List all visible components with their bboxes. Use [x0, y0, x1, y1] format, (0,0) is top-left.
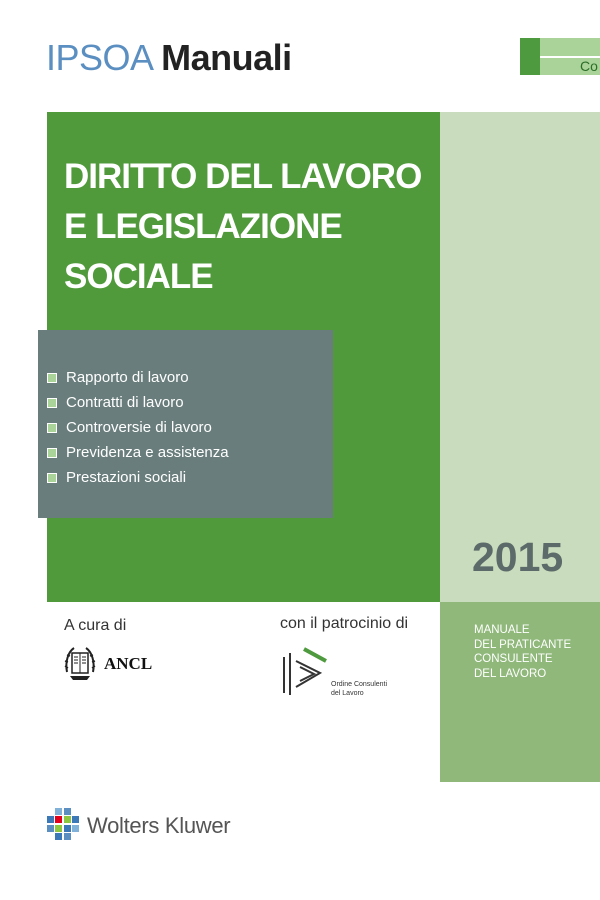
patron-line: Ordine Consulenti: [331, 681, 388, 688]
brand-suffix: Manuali: [161, 37, 292, 78]
title-line: DIRITTO DEL LAVORO: [64, 157, 422, 196]
topic-label: Rapporto di lavoro: [66, 369, 189, 386]
topic-label: Prestazioni sociali: [66, 469, 187, 486]
edition-year: 2015: [472, 534, 564, 580]
cover-side-panel: [440, 112, 600, 602]
square-bullet-icon: [47, 398, 57, 408]
corner-tab-text: Co: [580, 58, 598, 74]
series-line: DEL LAVORO: [474, 667, 547, 680]
book-title: [64, 152, 444, 302]
topics-list: [47, 365, 229, 490]
corner-tab-dark: [520, 38, 540, 75]
square-bullet-icon: [47, 448, 57, 458]
wolters-kluwer-logo-icon: [47, 808, 79, 840]
curated-by-label: A cura di: [64, 617, 127, 634]
topic-label: Controversie di lavoro: [66, 419, 212, 436]
series-line: MANUALE: [474, 624, 530, 636]
ordine-consulenti-name: [331, 680, 387, 698]
topic-item: [47, 465, 229, 490]
topic-label: Contratti di lavoro: [66, 394, 184, 411]
series-line: CONSULENTE: [474, 653, 553, 665]
topic-item: [47, 440, 229, 465]
title-line: E LEGISLAZIONE: [64, 207, 342, 246]
series-name: [474, 623, 571, 681]
square-bullet-icon: [47, 423, 57, 433]
ordine-consulenti-logo-icon: [280, 643, 328, 699]
publisher-name: Wolters Kluwer: [87, 813, 231, 838]
square-bullet-icon: [47, 473, 57, 483]
brand-prefix: IPSOA: [46, 37, 152, 78]
title-line: SOCIALE: [64, 257, 213, 296]
topic-item: [47, 390, 229, 415]
patronage-label: con il patrocinio di: [280, 615, 409, 632]
patron-line: del Lavoro: [331, 690, 364, 697]
topic-item: [47, 365, 229, 390]
topic-item: [47, 415, 229, 440]
ancl-logo-text: ANCL: [104, 654, 153, 673]
series-line: DEL PRATICANTE: [474, 638, 572, 651]
ancl-logo-icon: [64, 644, 96, 684]
square-bullet-icon: [47, 373, 57, 383]
series-brand: [46, 38, 292, 78]
topic-label: Previdenza e assistenza: [66, 444, 229, 461]
